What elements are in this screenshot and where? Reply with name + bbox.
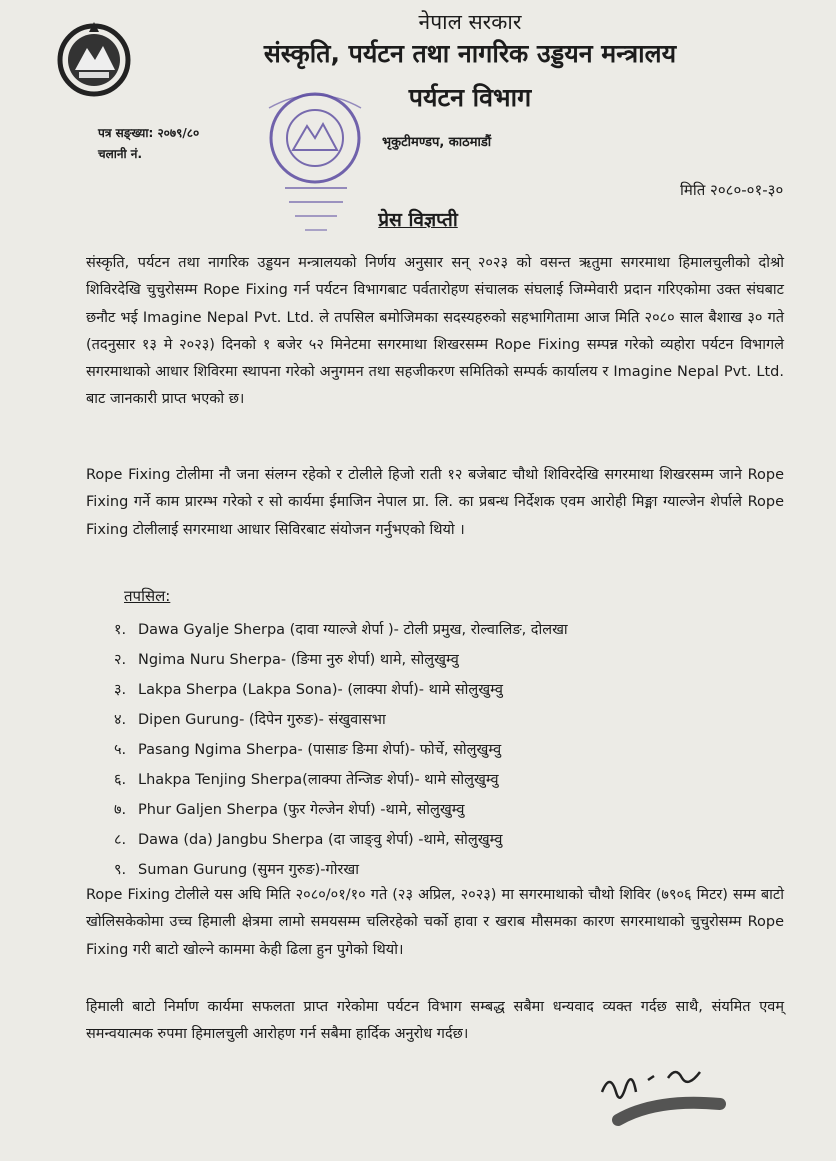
paragraph-earlier-progress: Rope Fixing टोलीले यस अघि मिति २०८०/०१/१० गते (२३ अप्रिल, २०२३) मा सगरमाथाको चौथो शिविर (७९०६ मिटर) सम्म बाटो खोलिसकेकोमा उच्च हिमाली क्षेत्रमा लामो समयसम्म चलिरहेको चर्को हावा र खराब मौसमका कारण सगरमाथाको चुचुरोसम्म Rope Fixing गरी बाटो खोल्ने काममा केही ढिला हुन पुगेको थियो। xyxy=(86,887,784,958)
list-item: ३. Lakpa Sherpa (Lakpa Sona)- (लाक्पा शेर्पा)- थामे सोलुखुम्वु xyxy=(114,682,503,698)
list-item: ९. Suman Gurung (सुमन गुरुङ)-गोरखा xyxy=(114,862,359,878)
list-item: २. Ngima Nuru Sherpa- (ङिमा नुरु शेर्पा) थामे, सोलुखुम्वु xyxy=(114,652,459,668)
list-item: १. Dawa Gyalje Sherpa (दावा ग्याल्जे शेर्पा )- टोली प्रमुख, रोल्वालिङ, दोलखा xyxy=(114,622,568,638)
paragraph-thanks: हिमाली बाटो निर्माण कार्यमा सफलता प्राप्त गरेकोमा पर्यटन विभाग सम्बद्ध सबैमा धन्यवाद व्यक्त गर्दछ साथै, संयमित एवम् समन्वयात्मक रुपमा हिमालचुली आरोहण गर्न सबैमा हार्दिक अनुरोध गर्दछ। xyxy=(86,999,784,1043)
list-item: ७. Phur Galjen Sherpa (फुर गेल्जेन शेर्पा) -थामे, सोलुखुम्वु xyxy=(114,802,465,818)
list-item: ४. Dipen Gurung- (दिपेन गुरुङ)- संखुवासभा xyxy=(114,712,386,728)
reference-number: पत्र सङ्ख्या: २०७९/८० xyxy=(98,126,200,140)
government-name: नेपाल सरकार xyxy=(418,10,522,34)
list-item: ५. Pasang Ngima Sherpa- (पासाङ ङिमा शेर्पा)- फोर्चे, सोलुखुम्वु xyxy=(114,742,502,758)
paragraph-team-details: Rope Fixing टोलीमा नौ जना संलग्न रहेको र टोलीले हिजो राती १२ बजेबाट चौथो शिविरदेखि सगरमाथा शिखरसम्म जाने Rope Fixing गर्ने काम प्रारम्भ गरेको र सो कार्यमा ईमाजिन नेपाल प्रा. लि. का प्रबन्ध निर्देशक एवम आरोही मिङ्मा ग्याल्जेन शेर्पाले Rope Fixing टोलीलाई सगरमाथा आधार सिविरबाट संयोजन गर्नुभएको थियो । xyxy=(86,467,784,538)
document-title: प्रेस विज्ञप्ती xyxy=(378,209,458,231)
paragraph-announcement: संस्कृति, पर्यटन तथा नागरिक उड्डयन मन्त्रालयको निर्णय अनुसार सन् २०२३ को वसन्त ऋतुमा सगरमाथा हिमालचुलीको दोश्रो शिविरदेखि चुचुरोसम्म Rope Fixing गर्न पर्यटन विभागबाट पर्वतारोहण संचालक संघलाई जिम्मेवारी प्रदान गरिएकोमा उक्त संघबाट छनौट भई Imagine Nepal Pvt. Ltd. ले तपसिल बमोजिमका सदस्यहरुको सहभागितामा आज मिति २०८० साल बैशाख ३० गते (तदनुसार १३ मे २०२३) दिनको १ बजेर ५२ मिनेटमा सगरमाथा शिखरसम्म Rope Fixing सम्पन्न गरेको व्यहोरा पर्यटन विभागले सगरमाथाको आधार शिविरमा स्थापना गरेको अनुगमन तथा सहजीकरण समितिको सम्पर्क कार्यालय र Imagine Nepal Pvt. Ltd. बाट जानकारी प्राप्त भएको छ। xyxy=(86,255,784,408)
member-list xyxy=(114,614,568,884)
issue-date: मिति २०८०-०१-३० xyxy=(680,181,784,199)
list-item: ८. Dawa (da) Jangbu Sherpa (दा जाङ्वु शेर्पा) -थामे, सोलुखुम्वु xyxy=(114,832,503,848)
nepal-government-emblem-icon xyxy=(55,18,133,100)
dispatch-number: चलानी नं. xyxy=(98,147,143,161)
list-item: ६. Lhakpa Tenjing Sherpa(लाक्पा तेन्जिङ शेर्पा)- थामे सोलुखुम्वु xyxy=(114,772,499,788)
department-name: पर्यटन विभाग xyxy=(408,83,532,112)
signature-icon xyxy=(596,1062,726,1142)
member-list-label: तपसिल: xyxy=(124,587,171,605)
office-address: भृकुटीमण्डप, काठमाडौं xyxy=(382,135,492,150)
ministry-name: संस्कृति, पर्यटन तथा नागरिक उड्डयन मन्त्रालय xyxy=(263,39,677,68)
